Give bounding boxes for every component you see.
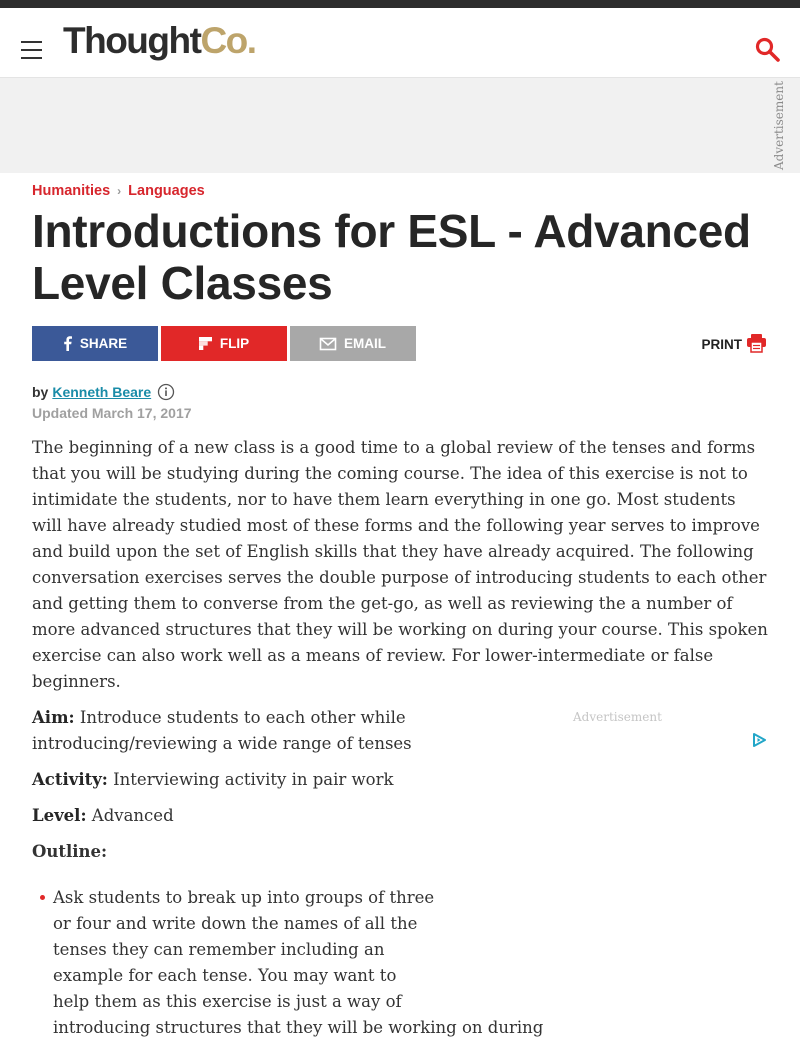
activity-row [32, 767, 442, 793]
list-item-line: example for each tense. You may want to [53, 966, 397, 985]
aim-value: Introduce students to each other while introducing/reviewing a wide range of tenses [32, 708, 412, 753]
flipboard-icon [199, 337, 212, 350]
ad-label: Advertisement [772, 81, 786, 170]
email-button[interactable] [290, 326, 416, 361]
outline-list [32, 885, 542, 1041]
activity-label: Activity: [32, 770, 108, 789]
sidebar-ad [470, 706, 780, 976]
site-header [0, 8, 800, 78]
list-item-line: introducing structures that they will be working on during [53, 1018, 544, 1037]
search-icon[interactable] [754, 36, 782, 64]
share-bar [32, 326, 768, 361]
flipboard-button[interactable] [161, 326, 287, 361]
print-button[interactable] [702, 334, 767, 355]
email-label: EMAIL [344, 336, 386, 351]
top-bar [0, 0, 800, 8]
level-row [32, 803, 442, 829]
share-label: SHARE [79, 336, 128, 351]
by-prefix: by [32, 384, 49, 400]
envelope-icon [320, 338, 336, 350]
print-label: PRINT [701, 337, 742, 352]
ad-choices-play-icon[interactable] [752, 732, 766, 751]
outline-label: Outline: [32, 842, 108, 861]
logo-main-text: Thought [63, 20, 201, 61]
list-item [32, 885, 542, 1041]
activity-value: Interviewing activity in pair work [113, 770, 394, 789]
breadcrumb [32, 183, 768, 199]
intro-paragraph: The beginning of a new class is a good time to a global review of the tenses and forms that you will be studying during the coming course. The idea of this exercise is not to intimidate the students, nor to have them learn everything in one go. Most students will have already studied most of these forms and the following year serves to improve and build upon the set of English skills that they have already acquired. The following conversation exercises serves the double purpose of introducing students to each other and getting them to converse from the get-go, as well as reviewing the a number of more advanced structures that they will be working on during your course. This spoken exercise can also work well as a means of review. For lower-intermediate or false beginners. [32, 438, 768, 691]
list-item-line: or four and write down the names of all the [53, 914, 418, 933]
logo-accent-text: Co. [200, 20, 256, 61]
ad-label: Advertisement [573, 710, 662, 724]
top-ad-banner [0, 78, 800, 173]
facebook-share-button[interactable] [32, 326, 158, 361]
breadcrumb-humanities[interactable]: Humanities [32, 183, 111, 199]
flip-label: FLIP [219, 336, 250, 351]
printer-icon [747, 334, 766, 355]
facebook-icon [63, 336, 72, 351]
page-title: Introductions for ESL - Advanced Level Classes [32, 205, 751, 309]
site-logo[interactable] [63, 22, 256, 59]
aim-label: Aim: [32, 708, 75, 727]
list-item-line: Ask students to break up into groups of three [53, 888, 435, 907]
breadcrumb-languages[interactable]: Languages [128, 183, 205, 199]
list-item-line: tenses they can remember including an [53, 940, 385, 959]
hamburger-icon[interactable] [21, 41, 42, 59]
author-link[interactable]: Kenneth Beare [52, 384, 152, 400]
aim-row [32, 705, 442, 757]
byline [32, 383, 768, 401]
updated-date: Updated March 17, 2017 [32, 405, 192, 421]
level-value: Advanced [91, 806, 174, 825]
info-icon[interactable] [157, 383, 175, 401]
level-label: Level: [32, 806, 87, 825]
breadcrumb-separator: › [117, 184, 122, 198]
list-item-line: help them as this exercise is just a way of [53, 992, 402, 1011]
bullet-icon [40, 895, 45, 900]
